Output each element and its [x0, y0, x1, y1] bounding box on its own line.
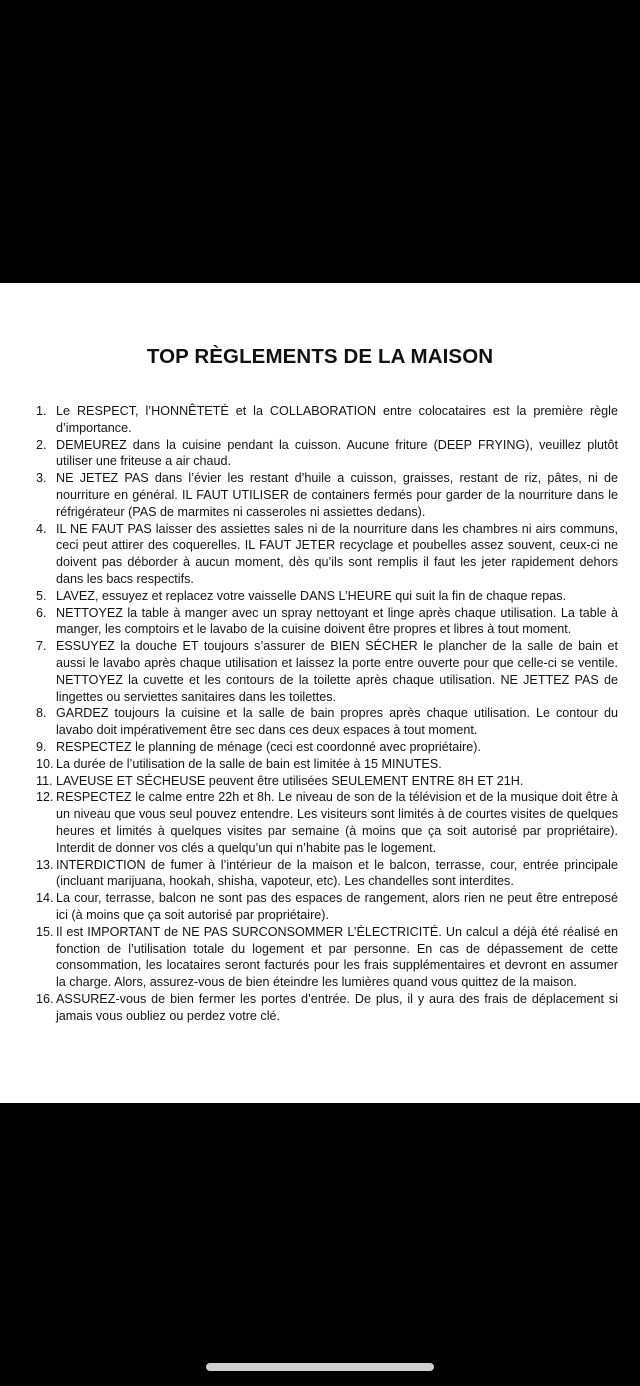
rule-item — [36, 756, 618, 773]
rule-item — [36, 638, 618, 705]
rule-text: Il est IMPORTANT de NE PAS SURCONSOMMER L’ÉLECTRICITÉ. Un calcul a déjà été réalisé en fonction de l’utilisation totale du logement et par personne. En cas de dépassement de cette consommation, les locataires seront facturés pour les frais supplémentaires et devront en assumer la charge. Alors, assurez-vous de bien éteindre les lumières quand vous quittez de la maison. — [56, 924, 618, 990]
rule-number: 14. — [36, 891, 54, 906]
rule-item — [36, 739, 618, 756]
rule-number: 9. — [36, 739, 47, 754]
rule-number: 4. — [36, 521, 47, 536]
rule-text: IL NE FAUT PAS laisser des assiettes sales ni de la nourriture dans les chambres ni airs communs, ceci peut attirer des coquerelles. IL FAUT JETER recyclage et poubelles assez souvent, ceux-ci ne doivent pas déborder à aucun moment, dès qu’ils sont remplis il faut les jeter rapidement dehors dans les bacs respectifs. — [56, 521, 618, 586]
rule-text: Le RESPECT, l’HONNÊTETÉ et la COLLABORATION entre colocataires est la première règle d’importance. — [56, 404, 618, 435]
rule-item — [36, 521, 618, 588]
rule-text: NE JETEZ PAS dans l’évier les restant d’huile a cuisson, graisses, restant de riz, pâtes, ni de nourriture en général. IL FAUT UTILISER de containers fermés pour garder de la nourriture dans le réfrigérateur (PAS de marmites ni casseroles ni assiettes dedans). — [56, 471, 618, 519]
rule-text: INTERDICTION de fumer à l’intérieur de la maison et le balcon, terrasse, cour, entrée principale (incluant marijuana, hookah, shisha, vapoteur, etc). Les chandelles sont interdites. — [56, 857, 618, 889]
rule-text: ESSUYEZ la douche ET toujours s’assurer de BIEN SÉCHER le plancher de la salle de bain et aussi le lavabo après chaque utilisation et laissez la porte entre ouverte pour que celle-ci se ventile. NETTOYEZ la cuvette et les contours de la toilette après chaque utilisation. NE JETTEZ PAS de lingettes ou serviettes sanitaires dans les toilettes. — [56, 639, 618, 704]
rule-number: 7. — [36, 639, 47, 654]
rule-text: La cour, terrasse, balcon ne sont pas des espaces de rangement, alors rien ne peut être entreposé ici (à moins que ça soit autorisé par propriétaire). — [56, 891, 618, 922]
document-title: TOP RÈGLEMENTS DE LA MAISON — [146, 345, 494, 368]
rule-text: DEMEUREZ dans la cuisine pendant la cuisson. Aucune friture (DEEP FRYING), veuillez plutôt utiliser une friteuse a air chaud. — [56, 437, 618, 469]
rule-number: 10. — [36, 756, 54, 771]
rule-item — [36, 605, 618, 639]
rule-number: 16. — [36, 991, 54, 1006]
rule-number: 2. — [36, 437, 47, 452]
rule-item — [36, 588, 618, 605]
rule-text: La durée de l’utilisation de la salle de bain est limitée à 15 MINUTES. — [56, 756, 442, 771]
rule-item — [36, 890, 618, 924]
rule-item — [36, 789, 618, 856]
rules-document — [0, 283, 640, 1103]
home-indicator[interactable] — [206, 1363, 434, 1371]
rule-text: ASSUREZ-vous de bien fermer les portes d’entrée. De plus, il y aura des frais de déplacement si jamais vous oubliez ou perdez votre clé. — [56, 991, 618, 1023]
rule-text: GARDEZ toujours la cuisine et la salle de bain propres après chaque utilisation. Le contour du lavabo doit impérativement être sec dans ces deux espaces à tout moment. — [56, 706, 618, 738]
rule-item — [36, 470, 618, 520]
rule-number: 13. — [36, 857, 54, 872]
rule-number: 11. — [36, 773, 53, 788]
rule-text: LAVEZ, essuyez et replacez votre vaisselle DANS L’HEURE qui suit la fin de chaque repas. — [56, 588, 567, 603]
rule-number: 12. — [36, 790, 54, 805]
rule-number: 5. — [36, 588, 47, 603]
rule-item — [36, 705, 618, 739]
rule-item — [36, 991, 618, 1025]
rule-number: 8. — [36, 706, 47, 721]
rules-list — [36, 403, 618, 1024]
rule-text: NETTOYEZ la table à manger avec un spray nettoyant et linge après chaque utilisation. La table à manger, les comptoirs et le lavabo de la cuisine doivent être propres et libres à tout moment. — [56, 605, 618, 637]
rule-text: LAVEUSE ET SÉCHEUSE peuvent être utilisées SEULEMENT ENTRE 8H ET 21H. — [56, 773, 524, 788]
rule-text: RESPECTEZ le planning de ménage (ceci est coordonné avec propriétaire). — [56, 739, 481, 754]
rule-number: 15. — [36, 924, 54, 939]
rule-item — [36, 924, 618, 991]
rule-number: 6. — [36, 605, 47, 620]
rule-item — [36, 403, 618, 437]
rule-item — [36, 773, 618, 790]
rule-number: 1. — [36, 404, 47, 418]
rule-text: RESPECTEZ le calme entre 22h et 8h. Le niveau de son de la télévision et de la musique doit être à un niveau que vous seul pouvez entendre. Les visiteurs sont limités à de courtes visites de quelques heures et limités à quelques visites par semaine (à moins que ça soit autorisé par propriétaire). Interdit de donner vos clés a quelqu’un qui n’habite pas le logement. — [56, 790, 618, 855]
rule-number: 3. — [36, 471, 47, 486]
rule-item — [36, 437, 618, 471]
rule-item — [36, 857, 618, 891]
